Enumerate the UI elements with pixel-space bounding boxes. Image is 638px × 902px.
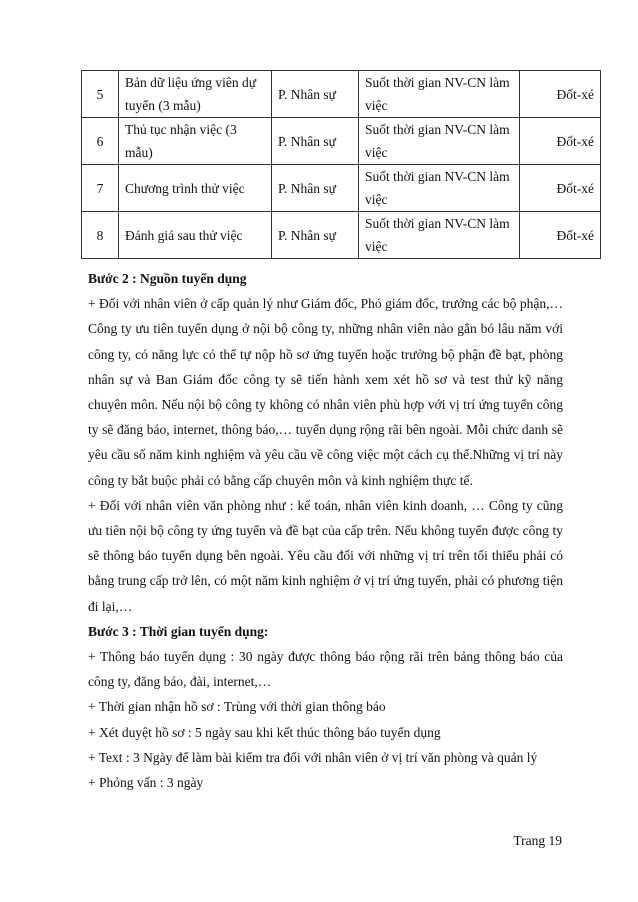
step3-item: + Thời gian nhận hồ sơ : Trùng với thời gian thông báo [88,699,386,715]
records-table [81,70,601,259]
table-row [82,212,601,259]
document-name: Bản dữ liệu ứng viên dự tuyển (3 mẫu) [119,71,272,118]
department: P. Nhân sự [272,212,359,259]
step3-heading: Bước 3 : Thời gian tuyển dụng: [88,623,269,639]
department: P. Nhân sự [272,118,359,165]
department: P. Nhân sự [272,165,359,212]
step3-item: + Xét duyệt hồ sơ : 5 ngày sau khi kết thúc thông báo tuyển dụng [88,724,441,740]
document-body [88,266,563,795]
document-name: Thủ tục nhận việc (3 mẫu) [119,118,272,165]
step2-paragraph-managers: + Đối với nhân viên ở cấp quản lý như Giám đốc, Phó giám đốc, trưởng các bộ phận,… Công ty ưu tiên tuyển dụng ở nội bộ công ty, những nhân viên nào gắn bó lâu năm với công ty, có năng lực có thể tự nộp hồ sơ ứng tuyển hoặc trưởng bộ phận đề bạt, phòng nhân sự và Ban Giám đốc công ty sẽ tiến hành xem xét hồ sơ và test thử kỹ năng chuyên môn. Nếu nội bộ công ty không có nhân viên phù hợp với vị trí ứng tuyển công ty sẽ đăng báo, internet, thông báo,… tuyển dụng rộng rãi bên ngoài. Mỗi chức danh sẽ yêu cầu số năm kinh nghiệm và yêu cầu về công việc một cách cụ thể.Những vị trí này công ty bắt buộc phải có bằng cấp chuyên môn và kinh nghiệm thực tế. [88,296,563,488]
table-row [82,71,601,118]
disposal-method: Đốt-xé [520,118,601,165]
document-name: Đánh giá sau thử việc [119,212,272,259]
retention-time: Suốt thời gian NV-CN làm việc [359,165,520,212]
step3-item: + Text : 3 Ngày để làm bài kiểm tra đối với nhân viên ở vị trí văn phòng và quản lý [88,749,538,765]
retention-time: Suốt thời gian NV-CN làm việc [359,71,520,118]
document-name: Chương trình thử việc [119,165,272,212]
department: P. Nhân sự [272,71,359,118]
disposal-method: Đốt-xé [520,212,601,259]
disposal-method: Đốt-xé [520,165,601,212]
step3-item: + Phỏng vấn : 3 ngày [88,775,204,791]
retention-time: Suốt thời gian NV-CN làm việc [359,212,520,259]
retention-time: Suốt thời gian NV-CN làm việc [359,118,520,165]
row-number: 8 [82,212,119,259]
disposal-method: Đốt-xé [520,71,601,118]
row-number: 5 [82,71,119,118]
table-row [82,118,601,165]
step3-item: + Thông báo tuyển dụng : 30 ngày được thông báo rộng rãi trên bảng thông báo của công ty, đăng báo, đài, internet,… [88,649,563,690]
row-number: 6 [82,118,119,165]
table-row [82,165,601,212]
step2-paragraph-office-staff: + Đối với nhân viên văn phòng như : kế toán, nhân viên kinh doanh, … Công ty cũng ưu tiên nội bộ công ty ứng tuyển và đề bạt của cấp trên. Nếu không tuyển được công ty sẽ thông báo tuyển dụng bên ngoài. Yêu cầu đối với những vị trí trên tối thiểu phải có bằng trung cấp trở lên, có một năm kinh nghiệm ở vị trí ứng tuyển, phải có phương tiện đi lại,… [88,497,563,614]
page-number: Trang 19 [513,833,562,848]
step2-heading: Bước 2 : Nguồn tuyển dụng [88,271,247,286]
row-number: 7 [82,165,119,212]
